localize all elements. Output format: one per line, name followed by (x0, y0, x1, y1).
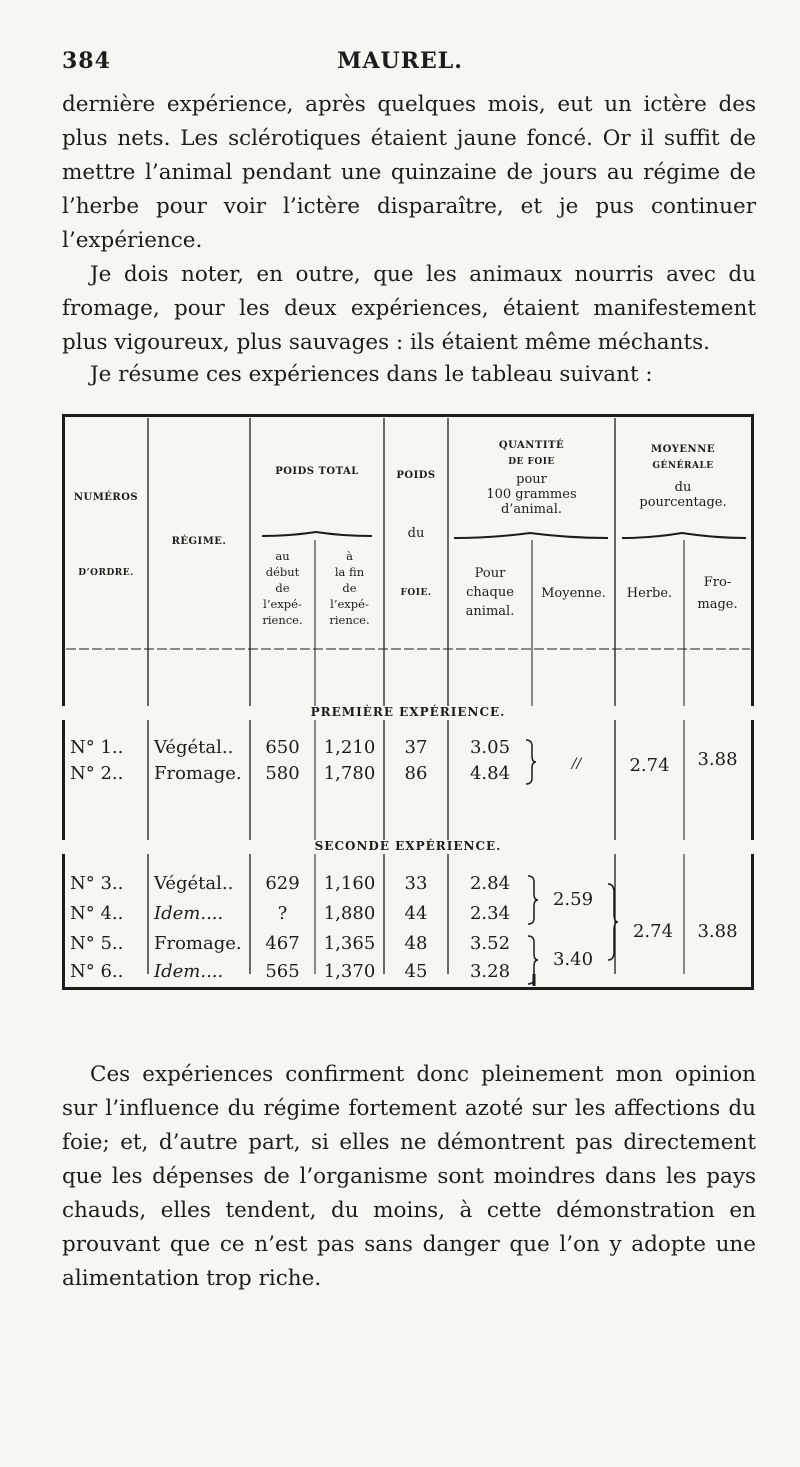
table-row-4-pour-chaque: 2.34 (469, 903, 511, 924)
table-row-3-fin: 1,160 (323, 873, 376, 894)
table-row-6-regime: Idem.... (154, 961, 224, 982)
table-row-4-foie: 44 (404, 903, 428, 924)
table-row-3-pour-chaque: 2.84 (469, 873, 511, 894)
header-pour-chaque: Pour chaque animal. (465, 566, 515, 619)
table-row-2-num: N° 2.. (70, 763, 124, 784)
table-row-6-pour-chaque: 3.28 (469, 961, 511, 982)
paragraph-4: Ces expériences confirment donc pleinement mon opinion sur l’influence du régime fortement azoté sur les affections du foie; et, d’autre part, si elles ne démontrent pas directement que les dépenses de l’organisme sont moindres dans les pays chauds, elles tendent, du moins, à cette démonstration en prouvant que ce n’est pas sans danger que l’on y adopte une alimentation trop riche. (62, 1062, 756, 1291)
table-row-1-debut: 650 (265, 737, 300, 758)
paragraph-3: Je résume ces expériences dans le tableau suivant : (90, 362, 653, 387)
header-moyenne-generale: MOYENNE GÉNÉRALE (651, 444, 715, 471)
header-pour-100: pour 100 grammes d’animal. (486, 472, 577, 517)
table-row-4-num: N° 4.. (70, 903, 124, 924)
table-row-5-fin: 1,365 (323, 933, 376, 954)
table-row-3-num: N° 3.. (70, 873, 124, 894)
header-poids: POIDS (396, 470, 436, 481)
header-regime: RÉGIME. (171, 536, 227, 547)
header-poids-total: POIDS TOTAL (275, 466, 359, 477)
paragraph-2: Je dois noter, en outre, que les animaux nourris avec du fromage, pour les deux expériences, étaient manifestement plus vigoureux, plus sauvages : ils étaient même méchants. (62, 262, 756, 355)
header-numeros: NUMÉROS (73, 492, 139, 503)
section-title-2: SECONDE EXPÉRIENCE. (62, 840, 754, 854)
table-row-1-num: N° 1.. (70, 737, 124, 758)
section-1-fromage: 3.88 (697, 749, 738, 770)
table-row-5-foie: 48 (404, 933, 428, 954)
table-row-3-regime: Végétal.. (154, 873, 234, 894)
table-row-5-debut: 467 (265, 933, 300, 954)
section-title-1: PREMIÈRE EXPÉRIENCE. (62, 706, 754, 720)
header-ordre: D’ORDRE. (78, 568, 134, 578)
section-2-moyenne-vegetal: 2.59 (552, 889, 594, 910)
header-au-debut: au début de l’expé- rience. (262, 549, 303, 627)
section-2-fromage: 3.88 (697, 921, 738, 942)
table-row-5-pour-chaque: 3.52 (469, 933, 511, 954)
header-a-la-fin: à la fin de l’expé- rience. (329, 549, 370, 627)
paragraph-1: dernière expérience, après quelques mois, eut un ictère des plus nets. Les sclérotiques étaient jaune foncé. Or il suffit de mettre l’animal pendant une quinzaine de jours au régime de l’herbe pour voir l’ictère disparaître, et je pus continuer l’expérience. (62, 92, 756, 253)
header-foie: FOIE. (400, 588, 432, 598)
table-row-2-pour-chaque: 4.84 (469, 763, 511, 784)
table-row-2-debut: 580 (265, 763, 300, 784)
section-1-moyenne: // (571, 756, 582, 772)
header-quantite: QUANTITÉ DE FOIE (498, 440, 565, 467)
header-moyenne: Moyenne. (541, 586, 606, 601)
table-row-6-debut: 565 (265, 961, 300, 982)
table-row-1-pour-chaque: 3.05 (469, 737, 511, 758)
table-row-2-foie: 86 (404, 763, 428, 784)
table-row-1-fin: 1,210 (323, 737, 376, 758)
table-row-5-num: N° 5.. (70, 933, 124, 954)
table-row-2-regime: Fromage. (154, 763, 242, 784)
section-1-herbe: 2.74 (629, 755, 670, 776)
header-fromage: Fro- mage. (697, 575, 738, 612)
running-title: MAUREL. (337, 48, 463, 74)
table-row-2-fin: 1,780 (323, 763, 376, 784)
section-2-herbe: 2.74 (632, 921, 674, 942)
header-du: du (407, 526, 425, 541)
table-row-5-regime: Fromage. (154, 933, 242, 954)
table-row-6-foie: 45 (404, 961, 428, 982)
table-row-4-fin: 1,880 (323, 903, 376, 924)
table-row-3-foie: 33 (404, 873, 428, 894)
table-row-4-debut: ? (277, 903, 288, 924)
table-row-4-regime: Idem.... (154, 903, 224, 924)
table-row-3-debut: 629 (265, 873, 300, 894)
table-row-6-fin: 1,370 (323, 961, 376, 982)
results-table (62, 414, 754, 990)
header-herbe: Herbe. (626, 586, 673, 601)
page-number: 384 (62, 48, 111, 74)
table-row-1-foie: 37 (404, 737, 428, 758)
table-row-6-num: N° 6.. (70, 961, 124, 982)
header-du-pourcentage: du pourcentage. (639, 480, 727, 510)
section-2-moyenne-fromage: 3.40 (552, 949, 594, 970)
table-row-1-regime: Végétal.. (154, 737, 234, 758)
